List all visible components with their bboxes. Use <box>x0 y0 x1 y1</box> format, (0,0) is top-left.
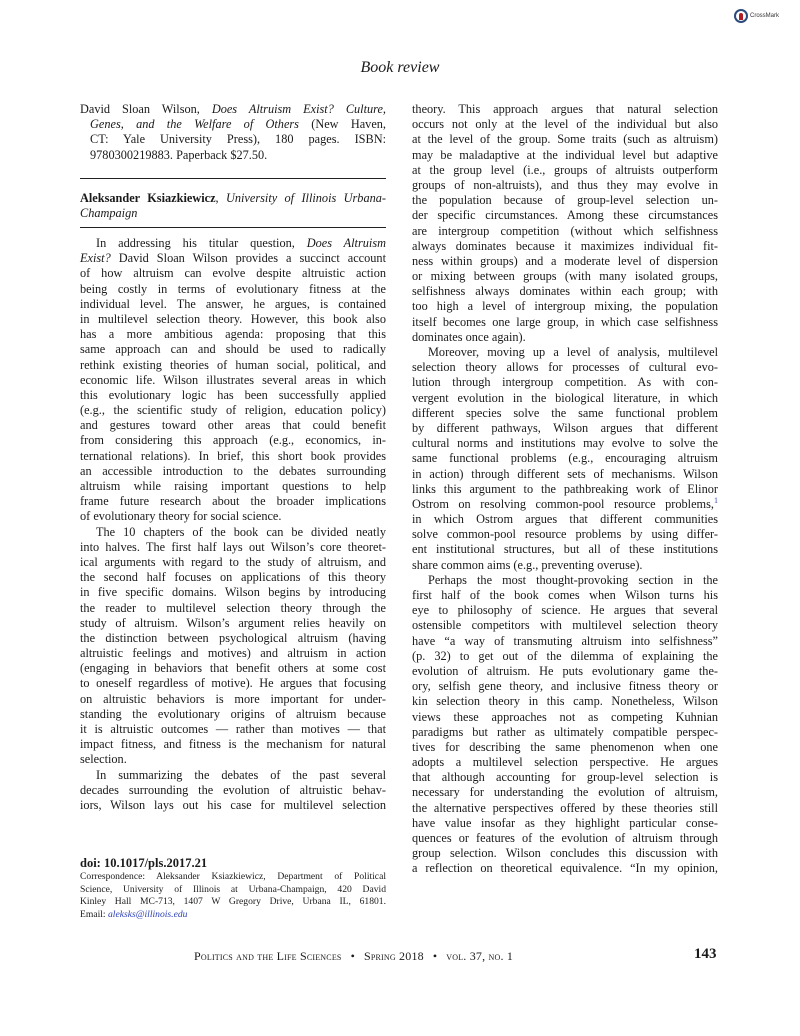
crossmark-badge[interactable] <box>734 9 779 23</box>
bullet-separator: • <box>432 949 438 963</box>
running-footer <box>194 949 513 964</box>
body-line: or mixing between groups (with many isolated groups, <box>412 269 718 284</box>
reviewer-affiliation: University of Illinois Urbana- <box>225 191 386 205</box>
body-line: der specific circumstances. Among these circumstances <box>412 208 718 223</box>
citation-line: 9780300219883. Paperback $27.50. <box>90 147 268 162</box>
reviewer-affiliation-cont: Champaign <box>80 206 138 221</box>
email-link[interactable]: aleksks@illinois.edu <box>107 908 188 920</box>
body-line: ent institutional structures, but all of these institutions <box>412 542 718 557</box>
body-line: same approach can and should be used to radically <box>80 342 386 357</box>
citation-line: Genes, and the Welfare of Others (New Haven, <box>90 117 386 132</box>
body-line: study of altruism. Wilson’s argument relies heavily on <box>80 615 386 630</box>
body-line: standing the evolutionary origins of altruism because <box>80 706 386 721</box>
body-line: are intergroup competition (without which selfishness <box>412 223 718 238</box>
body-line: rethink existing theories of human social, political, and <box>80 357 386 372</box>
reviewer-byline: Aleksander Ksiazkiewicz, University of Illinois Urbana- Champaign <box>80 191 386 221</box>
body-line: adopts a multilevel selection perspective. He argues <box>412 755 718 770</box>
body-line: different species solve the same functional problem <box>412 405 718 420</box>
body-line: ness within groups) and a moderate level of dispersion <box>412 253 718 268</box>
body-line: it is altruistic outcomes — rather than motives — that <box>80 722 386 736</box>
body-line: eye to philosophy of science. He argues that several <box>412 603 718 618</box>
body-line: share common aims (e.g., preventing overuse). <box>412 557 643 572</box>
body-line: links this argument to the pathbreaking work of Elinor <box>412 481 718 496</box>
body-line: have value insofar as they highlight particular conse- <box>412 815 718 830</box>
body-line: in action) through different sets of mechanisms. Wilson <box>412 466 718 481</box>
body-line: an accessible introduction to the debates surrounding <box>80 463 386 478</box>
body-line: in multilevel selection theory. However, this book also <box>80 311 386 326</box>
body-line: being costly in terms of evolutionary fitness at the <box>80 281 386 296</box>
body-line: group selection. Wilson concludes this discussion with <box>412 846 718 861</box>
body-line: altruism while raising important questions to help <box>80 479 386 493</box>
body-line: at the group level (i.e., groups of altruists outperform <box>412 162 718 177</box>
divider-bottom <box>80 227 386 228</box>
body-line: on altruistic behaviors is more important for under- <box>80 691 386 706</box>
body-line: ternational relations). In brief, this short book provides <box>80 448 386 463</box>
body-line: evolution of altruism. He puts evolutionary game the- <box>412 663 718 678</box>
body-line: from considering this approach (e.g., economics, in- <box>80 433 386 448</box>
body-line: solve common-pool resource problems by using differ- <box>412 527 718 542</box>
body-line: Perhaps the most thought-provoking section in the <box>428 572 718 587</box>
doi: doi: 10.1017/pls.2017.21 <box>80 856 208 870</box>
body-line: selfishness always dominates within each group; with <box>412 284 718 299</box>
body-line: altruistic feelings and motives) and altruism in action <box>80 646 386 661</box>
body-line: In addressing his titular question, Does Altruism <box>96 236 386 250</box>
body-line: the second half focuses on applications of this theory <box>80 570 386 585</box>
body-line: occurs not only at the level of the individual but also <box>412 117 718 132</box>
body-line: ory, selfish gene theory, and inclusive fitness theory or <box>412 679 718 694</box>
body-line: this evolutionary logic has been successfully applied <box>80 387 386 402</box>
bullet-separator: • <box>350 949 355 963</box>
crossmark-label: CrossMark <box>750 13 780 19</box>
body-line: (e.g., the scientific study of religion, education policy) <box>80 403 386 418</box>
citation-line: CT: Yale University Press), 180 pages. ISBN: <box>90 132 386 147</box>
body-line: decades surrounding the evolution of altruistic behav- <box>80 782 386 797</box>
body-line: may be maladaptive at the individual level but adaptive <box>412 147 718 162</box>
body-line: too high a level of intergroup mixing, the population <box>412 299 718 314</box>
body-line: ostensible competitors with multilevel selection theory <box>412 618 718 633</box>
body-line: lution through intergroup competition. As with con- <box>412 375 718 390</box>
body-line: kin selection theory in this camp. Nonetheless, Wilson <box>412 694 718 709</box>
body-line: Exist? David Sloan Wilson provides a succinct account <box>80 251 386 266</box>
body-line: tives for describing the same phenomenon when one <box>412 739 718 754</box>
body-line: (p. 32) to get out of the dilemma of explaining the <box>412 648 718 663</box>
body-line: iors, Wilson lays out his case for multilevel selection <box>80 797 386 812</box>
crossmark-icon <box>734 9 748 23</box>
body-line: ical arguments with regard to the study of altruism, and <box>80 554 386 569</box>
body-line: in five specific domains. Wilson begins by introducing <box>80 585 386 600</box>
section-title: Book review <box>360 59 440 76</box>
volume-issue: vol. 37, no. 1 <box>446 949 514 963</box>
body-line: the distinction between psychological altruism (having <box>80 630 386 645</box>
divider-top <box>80 178 386 179</box>
body-line: by different pathways, Wilson argues that different <box>412 420 718 435</box>
body-line: has a more ambitious agenda: proposing that this <box>80 327 386 342</box>
journal-name: Politics and the Life Sciences <box>194 949 342 963</box>
body-line: a reflection on theoretical equivalence. “In my opinion, <box>412 861 718 876</box>
body-line: necessary for understanding the evolution of altruism, <box>412 785 718 800</box>
body-line: that although accounting for group-level selection is <box>412 770 718 785</box>
issue-season: Spring 2018 <box>363 949 424 963</box>
body-line: the reader to multilevel selection theory through the <box>80 600 386 615</box>
body-line: views these approaches not as competing Kuhnian <box>412 709 718 724</box>
body-line: frame future research about the broader implications <box>80 494 386 509</box>
body-line: individual level. The answer, he argues, is contained <box>80 296 386 311</box>
body-line: paradigms but rather as ultimately compatible perspec- <box>412 724 718 739</box>
body-line: have “a way of transmuting altruism into selfishness” <box>412 633 718 648</box>
body-line: groups of non-altruists), and thus they may evolve in <box>412 177 718 192</box>
body-line: dominates once again). <box>412 329 526 344</box>
page-number: 143 <box>694 946 717 962</box>
body-line: In summarizing the debates of the past several <box>96 767 386 782</box>
body-line: selection theory allows for processes of cultural evo- <box>412 360 718 375</box>
body-line: to oneself regardless of motive). He argues that focusing <box>80 676 386 691</box>
body-line: vergent evolution in the biological literature, in which <box>412 390 718 405</box>
book-citation <box>80 102 386 163</box>
body-line: into halves. The first half lays out Wilson’s core theoret- <box>80 539 386 554</box>
body-line: of evolutionary theory for social science. <box>80 509 282 524</box>
body-line: cultural norms and institutions may evolve to solve the <box>412 436 718 451</box>
body-line: itself becomes one large group, in which case selfishness <box>412 314 718 329</box>
body-line: economic life. Wilson illustrates several areas in which <box>80 372 386 387</box>
body-line: theory. This approach argues that natural selection <box>412 102 718 116</box>
body-line: (engaging in behaviors that benefit others at some cost <box>80 661 386 676</box>
body-line: Ostrom on resolving common-pool resource problems,$^1$ <box>412 495 718 511</box>
body-line: always dominates because it maximizes individual fit- <box>412 238 718 253</box>
body-line: impact fitness, and fitness is the mechanism for natural <box>80 737 386 752</box>
body-line: The 10 chapters of the book can be divided neatly <box>96 524 386 539</box>
body-line: the alternative perspectives offered by these theories still <box>412 800 718 815</box>
body-line: first half of the book comes when Wilson turns his <box>412 588 718 602</box>
right-column-body <box>412 102 718 877</box>
body-line: quences or features of the evolution of altruism through <box>412 831 718 845</box>
body-line: same functional problems (e.g., encouraging altruism <box>412 451 718 466</box>
body-line: at the level of the group. Some traits (such as altruism) <box>412 132 718 147</box>
body-line: selection. <box>80 752 127 767</box>
body-line: Moreover, moving up a level of analysis, multilevel <box>428 345 718 359</box>
body-line: of how altruism can evolve despite altruistic action <box>80 266 386 281</box>
body-line: in which Ostrom argues that different communities <box>412 512 718 527</box>
correspondence-note: Correspondence: Aleksander Ksiazkiewicz, Department of Political Science, University of Illinois at Urbana-Champaign, 420 David Kinley Hall MC-713, 1407 W Gregory Drive, Urbana IL, 61801. Email: aleksks@illinois.edu <box>80 871 386 920</box>
reviewer-name: Aleksander Ksiazkiewicz <box>80 191 216 205</box>
citation-line: David Sloan Wilson, Does Altruism Exist? Culture, <box>80 102 387 116</box>
body-line: the population because of group-level selection un- <box>412 193 718 208</box>
body-line: and gestures toward other areas that could benefit <box>80 418 386 433</box>
footnote-ref-link[interactable]: 1 <box>714 495 718 505</box>
left-column-body <box>80 236 386 813</box>
